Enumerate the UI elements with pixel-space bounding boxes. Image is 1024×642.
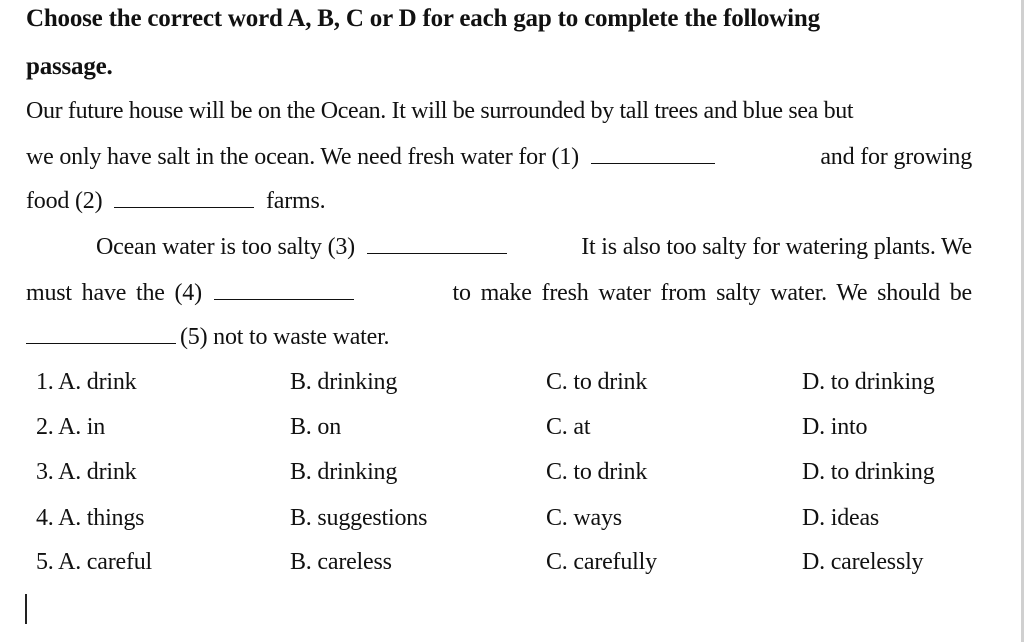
instruction-line-1: Choose the correct word A, B, C or D for each gap to complete the following — [26, 5, 820, 32]
passage-line-1 — [26, 96, 972, 126]
option-a[interactable]: 4. A. things — [36, 505, 145, 531]
option-c[interactable]: C. carefully — [546, 549, 657, 575]
passage-line-5 — [26, 278, 972, 308]
passage-text: we only have salt in the ocean. We need fresh water for (1) — [26, 144, 579, 170]
option-d[interactable]: D. to drinking — [802, 369, 935, 395]
option-a[interactable]: 3. A. drink — [36, 459, 137, 485]
option-a[interactable]: 1. A. drink — [36, 369, 137, 395]
blank-2[interactable] — [114, 187, 254, 208]
passage-line-4 — [96, 232, 972, 262]
passage-line-6 — [26, 322, 972, 352]
passage-text: It is also too salty for watering plants. We — [581, 234, 972, 260]
passage-text: food (2) — [26, 188, 103, 214]
option-d[interactable]: D. to drinking — [802, 459, 935, 485]
option-a[interactable]: 2. A. in — [36, 414, 106, 440]
instruction-line-2: passage. — [26, 53, 113, 80]
option-d[interactable]: D. ideas — [802, 505, 880, 531]
blank-5[interactable] — [26, 323, 176, 344]
option-c[interactable]: C. to drink — [546, 369, 648, 395]
option-c[interactable]: C. at — [546, 414, 591, 440]
option-b[interactable]: B. drinking — [290, 369, 398, 395]
blank-1[interactable] — [591, 143, 715, 164]
passage-text: and for growing — [820, 144, 972, 170]
blank-4[interactable] — [214, 279, 354, 300]
option-d[interactable]: D. carelessly — [802, 549, 924, 575]
passage-text: must have the (4) — [26, 280, 202, 306]
passage-text: farms. — [266, 188, 326, 214]
option-a[interactable]: 5. A. careful — [36, 549, 153, 575]
passage-text: to make fresh water from salty water. We should be — [452, 280, 972, 306]
option-b[interactable]: B. on — [290, 414, 342, 440]
passage-line-3 — [26, 186, 972, 216]
text-cursor — [25, 594, 27, 624]
option-b[interactable]: B. suggestions — [290, 505, 428, 531]
option-b[interactable]: B. drinking — [290, 459, 398, 485]
option-c[interactable]: C. ways — [546, 505, 622, 531]
blank-3[interactable] — [367, 233, 507, 254]
passage-text: (5) not to waste water. — [180, 324, 390, 350]
passage-line-2 — [26, 142, 972, 172]
option-b[interactable]: B. careless — [290, 549, 392, 575]
option-d[interactable]: D. into — [802, 414, 868, 440]
passage-text: Our future house will be on the Ocean. It will be surrounded by tall trees and blue sea but — [26, 98, 854, 124]
option-c[interactable]: C. to drink — [546, 459, 648, 485]
passage-text: Ocean water is too salty (3) — [96, 234, 355, 260]
